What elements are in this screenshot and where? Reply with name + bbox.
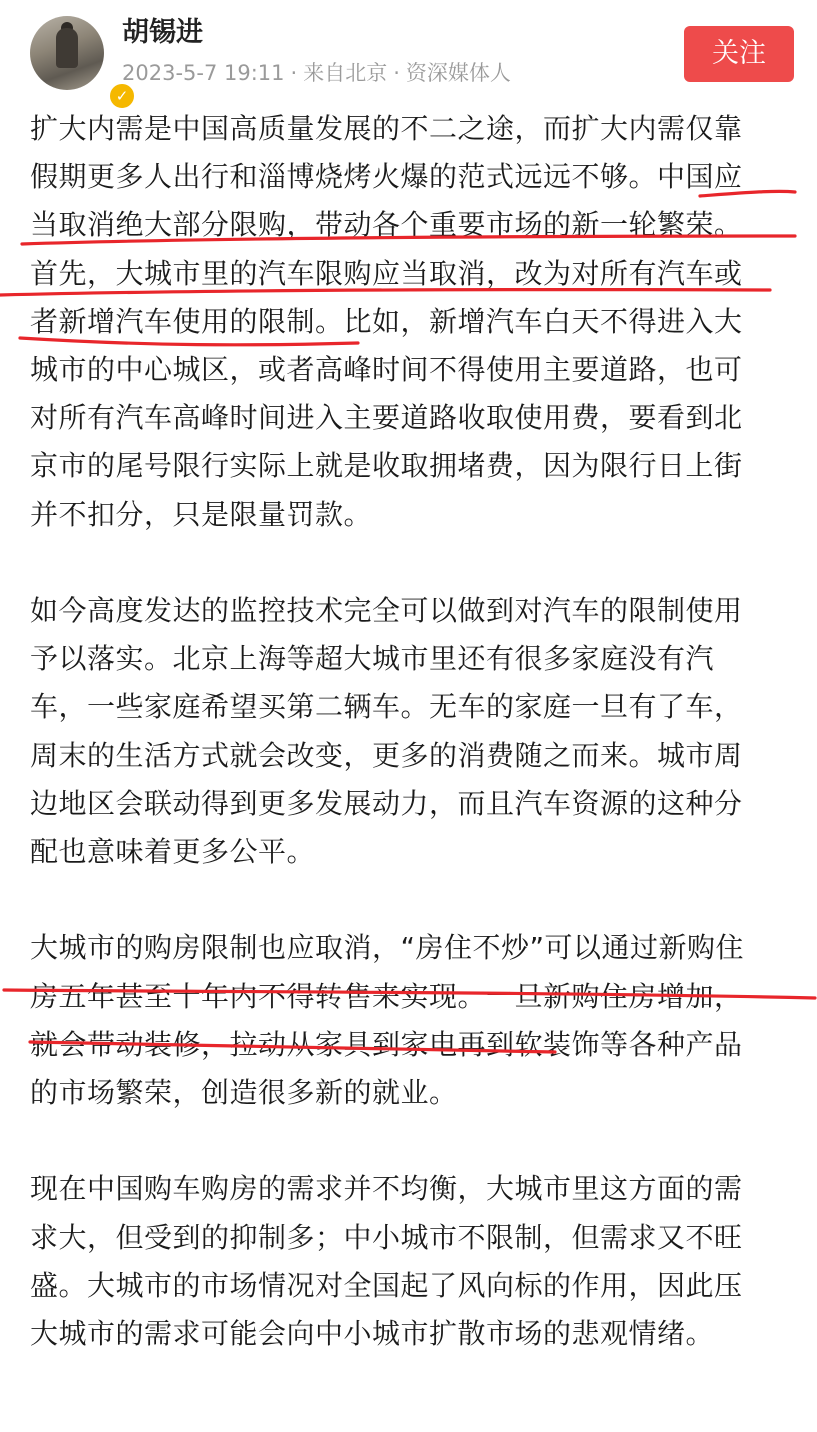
text-line: 配也意味着更多公平。	[30, 835, 316, 869]
text-line: 大城市的需求可能会向中小城市扩散市场的悲观情绪。	[30, 1317, 715, 1351]
text-line: 房五年甚至十年内不得转售来实现。一旦新购住房增加，	[30, 979, 743, 1013]
text-line: 者新增汽车使用的限制。比如，新增汽车白天不得进入大	[30, 304, 743, 338]
post-source: 来自北京	[303, 61, 388, 85]
timestamp: 2023-5-7 19:11	[122, 61, 285, 85]
text-line: 当取消绝大部分限购，带动各个重要市场的新一轮繁荣。	[30, 208, 743, 242]
text-line: 边地区会联动得到更多发展动力，而且汽车资源的这种分	[30, 786, 743, 820]
text-line: 现在中国购车购房的需求并不均衡，大城市里这方面的需	[30, 1172, 743, 1206]
post-body	[30, 105, 795, 1406]
text-line: 如今高度发达的监控技术完全可以做到对汽车的限制使用	[30, 594, 743, 628]
post-paragraph	[30, 1165, 795, 1358]
text-line: 扩大内需是中国高质量发展的不二之途，而扩大内需仅靠	[30, 112, 743, 145]
post-paragraph	[30, 587, 795, 876]
text-line: 车，一些家庭希望买第二辆车。无车的家庭一旦有了车，	[30, 690, 743, 724]
post-meta: 2023-5-7 19:11 · 来自北京 · 资深媒体人	[122, 61, 511, 85]
post-paragraph	[30, 105, 795, 539]
verified-badge-icon: ✓	[108, 82, 136, 110]
text-line: 假期更多人出行和淄博烧烤火爆的范式远远不够。中国应	[30, 160, 743, 194]
text-line: 的市场繁荣，创造很多新的就业。	[30, 1076, 458, 1110]
text-line: 就会带动装修，拉动从家具到家电再到软装饰等各种产品	[30, 1027, 743, 1061]
follow-button[interactable]: 关注	[684, 26, 794, 82]
text-line: 并不扣分，只是限量罚款。	[30, 497, 373, 531]
username[interactable]: 胡锡进	[122, 17, 203, 48]
text-line: 京市的尾号限行实际上就是收取拥堵费，因为限行日上街	[30, 449, 743, 483]
text-line: 盛。大城市的市场情况对全国起了风向标的作用，因此压	[30, 1268, 743, 1302]
text-line: 大城市的购房限制也应取消，“房住不炒”可以通过新购住	[30, 931, 745, 965]
text-line: 予以落实。北京上海等超大城市里还有很多家庭没有汽	[30, 642, 715, 676]
text-line: 周末的生活方式就会改变，更多的消费随之而来。城市周	[30, 738, 743, 772]
avatar[interactable]	[30, 16, 129, 105]
post-header	[0, 0, 817, 105]
text-line: 对所有汽车高峰时间进入主要道路收取使用费，要看到北	[30, 401, 743, 435]
avatar-figure	[56, 28, 78, 68]
text-line: 求大，但受到的抑制多；中小城市不限制，但需求又不旺	[30, 1220, 743, 1254]
post-paragraph	[30, 924, 795, 1117]
user-title-tag: 资深媒体人	[405, 61, 511, 85]
text-line: 首先，大城市里的汽车限购应当取消，改为对所有汽车或	[30, 256, 743, 290]
text-line: 城市的中心城区，或者高峰时间不得使用主要道路，也可	[30, 353, 743, 387]
